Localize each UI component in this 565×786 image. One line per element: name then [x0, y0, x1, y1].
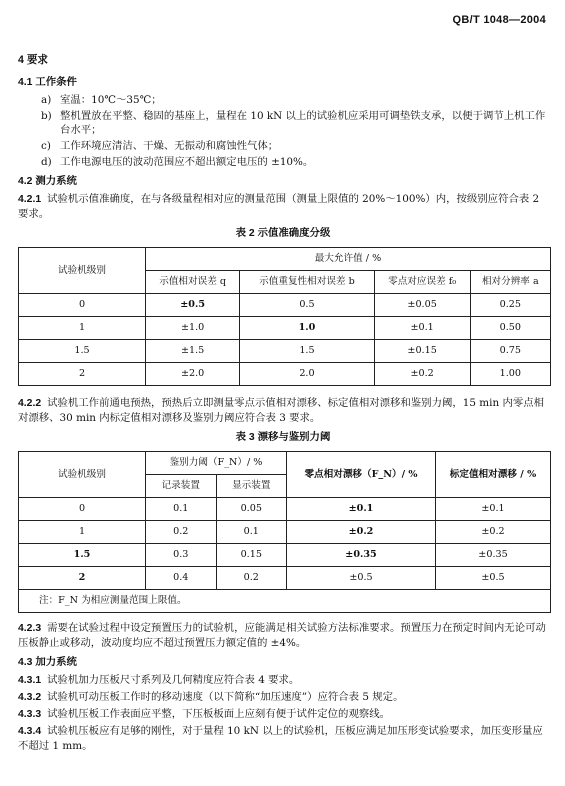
table-header: 零点相对漂移（F_N）/ % [287, 452, 436, 498]
table-header: 示值相对误差 q [146, 271, 240, 294]
table-3 [18, 451, 551, 613]
paragraph-4-3-4: 4.3.4 试验机压板应有足够的刚性，对于量程 10 kN 以上的试验机，压板应满足加压形变试验要求，加压变形量应不超过 1 mm。 [18, 725, 543, 752]
section-4-2-title: 4.2 测力系统 [18, 176, 77, 187]
table-row: 1.5 ±1.5 1.5 ±0.15 0.75 [19, 340, 551, 363]
table-row: 1 ±1.0 1.0 ±0.1 0.50 [19, 317, 551, 340]
paragraph-4-3-2: 4.3.2 试验机可动压板工作时的移动速度（以下简称“加压速度”）应符合表 5 规定。 [18, 691, 404, 703]
paragraph-4-2-1: 4.2.1 试验机示值准确度，在与各级量程相对应的测量范围（测量上限值的 20%～100%）内，按级别应符合表 2 要求。 [18, 193, 540, 220]
table-note: 注：F_N 为相应测量范围上限值。 [19, 590, 551, 613]
section-4-3-title: 4.3 加力系统 [18, 657, 77, 668]
list-item: d) 工作电源电压的波动范围应不超出额定电压的 ±10%。 [41, 156, 314, 168]
paragraph-4-3-1: 4.3.1 试验机加力压板尺寸系列及几何精度应符合表 4 要求。 [18, 674, 300, 686]
table-row: 2 0.4 0.2 ±0.5 ±0.5 [19, 567, 551, 590]
document-code: QB/T 1048—2004 [452, 14, 546, 26]
table-row: 2 ±2.0 2.0 ±0.2 1.00 [19, 363, 551, 386]
table-header: 记录装置 [146, 475, 217, 498]
table-header: 显示装置 [216, 475, 287, 498]
paragraph-4-3-3: 4.3.3 试验机压板工作表面应平整，下压板板面上应刻有便于试件定位的观察线。 [18, 708, 391, 720]
table-row: 0 ±0.5 0.5 ±0.05 0.25 [19, 294, 551, 317]
list-item: c) 工作环境应清洁、干燥、无振动和腐蚀性气体； [41, 140, 279, 152]
table-header: 零点对应误差 f₀ [374, 271, 470, 294]
table-row: 0 0.1 0.05 ±0.1 ±0.1 [19, 498, 551, 521]
section-4-1-title: 4.1 工作条件 [18, 77, 77, 88]
table-header: 试验机级别 [19, 452, 146, 498]
condition-list [18, 93, 548, 169]
table-header: 示值重复性相对误差 b [240, 271, 374, 294]
table-row: 1.5 0.3 0.15 ±0.35 ±0.35 [19, 544, 551, 567]
table-header: 相对分辨率 a [470, 271, 550, 294]
document-body [18, 53, 548, 755]
paragraph-4-2-2: 4.2.2 试验机工作前通电预热，预热后立即测量零点示值相对漂移、标定值相对漂移和鉴别力阈，15 min 内零点相对漂移、30 min 内标定值相对漂移及鉴别力阈应符合表 3 要求。 [18, 397, 545, 424]
section-4-title: 4 要求 [18, 54, 49, 66]
list-item: a) 室温：10℃～35℃； [41, 94, 162, 106]
table-row: 1 0.2 0.1 ±0.2 ±0.2 [19, 521, 551, 544]
table-header: 标定值相对漂移 / % [436, 452, 551, 498]
table-2-caption: 表 2 示值准确度分级 [235, 228, 331, 239]
table-header: 试验机级别 [19, 248, 146, 294]
list-item: b) 整机置放在平整、稳固的基座上，量程在 10 kN 以上的试验机应采用可调垫铁支承，以便于调节上机工作台水平； [41, 110, 546, 136]
paragraph-4-2-3: 4.2.3 需要在试验过程中设定预置压力的试验机，应能满足相关试验方法标准要求。预置压力在预定时间内无论可动压板静止或移动，波动度均应不超过预置压力额定值的 ±4%。 [18, 622, 546, 649]
table-2 [18, 247, 551, 386]
table-header: 鉴别力阈（F_N）/ % [146, 452, 287, 475]
table-header: 最大允许值 / % [146, 248, 551, 271]
table-3-caption: 表 3 漂移与鉴别力阈 [235, 432, 331, 443]
